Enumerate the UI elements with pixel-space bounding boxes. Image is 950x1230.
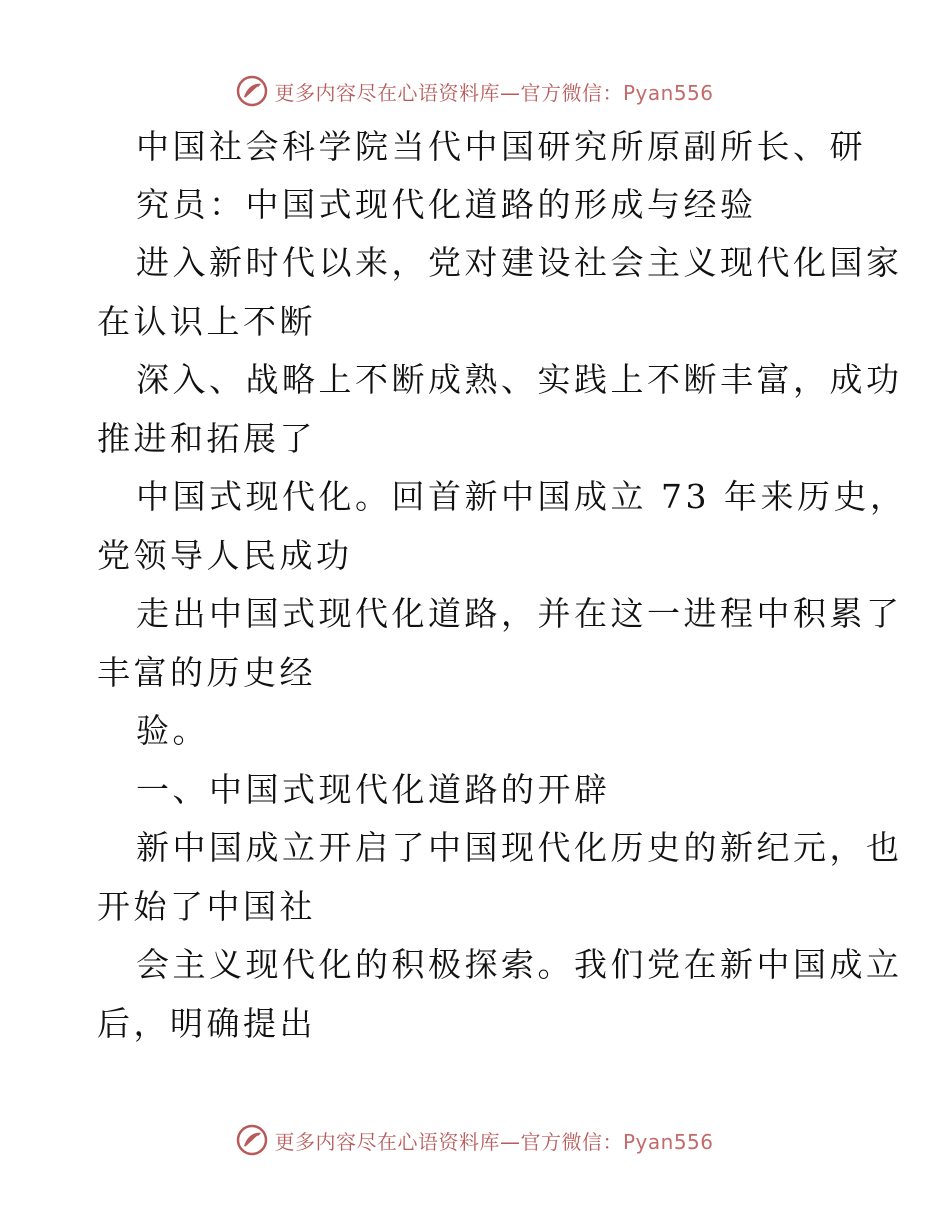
text-line: 验。 — [136, 711, 209, 750]
header-watermark — [0, 74, 950, 108]
text-line: 深入、战略上不断成熟、实践上不断丰富，成功 — [136, 360, 903, 399]
text-line: 中国社会科学院当代中国研究所原副所长、研 — [136, 127, 866, 166]
text-line: 推进和拓展了 — [97, 419, 316, 458]
section-heading: 一、中国式现代化道路的开辟 — [136, 770, 611, 809]
footer-watermark — [0, 1123, 950, 1157]
text-line: 走出中国式现代化道路，并在这一进程中积累了 — [136, 594, 903, 633]
watermark-text: 更多内容尽在心语资料库—官方微信：Pyan556 — [274, 80, 714, 105]
text-line: 丰富的历史经 — [97, 653, 316, 692]
text-line: 究员：中国式现代化道路的形成与经验 — [136, 185, 757, 224]
text-line: 新中国成立开启了中国现代化历史的新纪元，也 — [136, 828, 903, 867]
seal-logo-icon — [236, 1124, 268, 1156]
text-line: 会主义现代化的积极探索。我们党在新中国成立 — [136, 945, 903, 984]
watermark-text: 更多内容尽在心语资料库—官方微信：Pyan556 — [274, 1129, 714, 1154]
seal-logo-icon — [236, 75, 268, 107]
text-line: 进入新时代以来，党对建设社会主义现代化国家 — [136, 243, 903, 282]
text-line: 中国式现代化。回首新中国成立 73 年来历史， — [136, 477, 907, 516]
text-line: 在认识上不断 — [97, 302, 316, 341]
text-line: 后，明确提出 — [97, 1004, 316, 1043]
text-line: 党领导人民成功 — [97, 536, 353, 575]
text-line: 开始了中国社 — [97, 887, 316, 926]
